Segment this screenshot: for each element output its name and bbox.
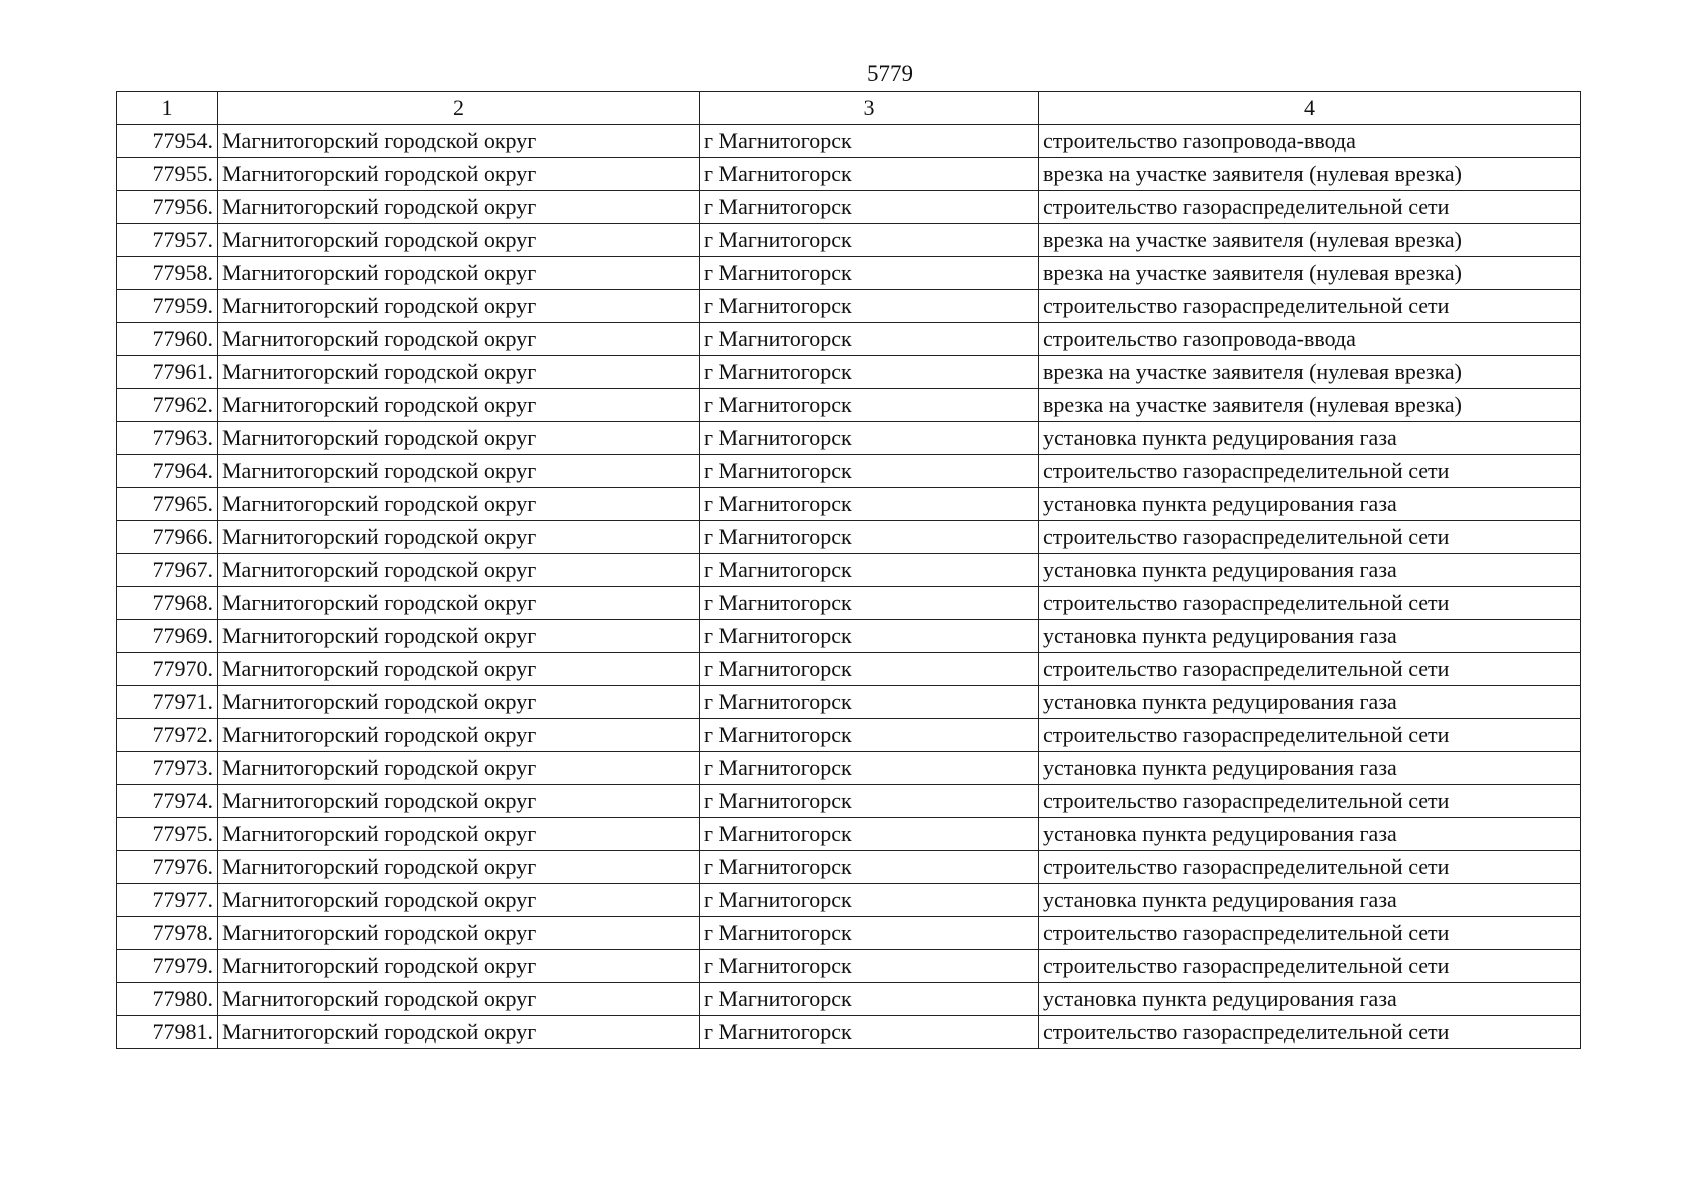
- table-row: [117, 356, 1581, 389]
- locality-cell: г Магнитогорск: [700, 323, 1039, 356]
- table-row: [117, 851, 1581, 884]
- table-row: [117, 884, 1581, 917]
- locality-cell: г Магнитогорск: [700, 521, 1039, 554]
- locality-cell: г Магнитогорск: [700, 455, 1039, 488]
- district-cell: Магнитогорский городской округ: [218, 521, 700, 554]
- row-number-cell: 77979.: [117, 950, 218, 983]
- row-number-cell: 77974.: [117, 785, 218, 818]
- table-row: [117, 455, 1581, 488]
- locality-cell: г Магнитогорск: [700, 356, 1039, 389]
- district-cell: Магнитогорский городской округ: [218, 356, 700, 389]
- work-type-cell: врезка на участке заявителя (нулевая врезка): [1039, 257, 1581, 290]
- district-cell: Магнитогорский городской округ: [218, 818, 700, 851]
- locality-cell: г Магнитогорск: [700, 983, 1039, 1016]
- table-row: [117, 554, 1581, 587]
- work-type-cell: строительство газораспределительной сети: [1039, 917, 1581, 950]
- row-number-cell: 77977.: [117, 884, 218, 917]
- row-number-cell: 77971.: [117, 686, 218, 719]
- row-number-cell: 77962.: [117, 389, 218, 422]
- locality-cell: г Магнитогорск: [700, 125, 1039, 158]
- row-number-cell: 77980.: [117, 983, 218, 1016]
- table-row: [117, 191, 1581, 224]
- work-type-cell: строительство газораспределительной сети: [1039, 719, 1581, 752]
- district-cell: Магнитогорский городской округ: [218, 653, 700, 686]
- table-row: [117, 818, 1581, 851]
- locality-cell: г Магнитогорск: [700, 719, 1039, 752]
- row-number-cell: 77978.: [117, 917, 218, 950]
- column-header-3: 3: [700, 92, 1039, 125]
- work-type-cell: строительство газораспределительной сети: [1039, 455, 1581, 488]
- row-number-cell: 77975.: [117, 818, 218, 851]
- work-type-cell: установка пункта редуцирования газа: [1039, 752, 1581, 785]
- work-type-cell: строительство газораспределительной сети: [1039, 653, 1581, 686]
- work-type-cell: установка пункта редуцирования газа: [1039, 488, 1581, 521]
- row-number-cell: 77973.: [117, 752, 218, 785]
- district-cell: Магнитогорский городской округ: [218, 620, 700, 653]
- table-row: [117, 917, 1581, 950]
- column-header-2: 2: [218, 92, 700, 125]
- row-number-cell: 77968.: [117, 587, 218, 620]
- district-cell: Магнитогорский городской округ: [218, 752, 700, 785]
- locality-cell: г Магнитогорск: [700, 884, 1039, 917]
- table-row: [117, 521, 1581, 554]
- row-number-cell: 77956.: [117, 191, 218, 224]
- table-row: [117, 224, 1581, 257]
- locality-cell: г Магнитогорск: [700, 1016, 1039, 1049]
- row-number-cell: 77954.: [117, 125, 218, 158]
- locality-cell: г Магнитогорск: [700, 554, 1039, 587]
- table-row: [117, 488, 1581, 521]
- table-row: [117, 719, 1581, 752]
- locality-cell: г Магнитогорск: [700, 191, 1039, 224]
- table-row: [117, 653, 1581, 686]
- locality-cell: г Магнитогорск: [700, 224, 1039, 257]
- locality-cell: г Магнитогорск: [700, 686, 1039, 719]
- row-number-cell: 77959.: [117, 290, 218, 323]
- district-cell: Магнитогорский городской округ: [218, 422, 700, 455]
- work-type-cell: строительство газораспределительной сети: [1039, 290, 1581, 323]
- locality-cell: г Магнитогорск: [700, 158, 1039, 191]
- work-type-cell: установка пункта редуцирования газа: [1039, 620, 1581, 653]
- row-number-cell: 77966.: [117, 521, 218, 554]
- row-number-cell: 77967.: [117, 554, 218, 587]
- row-number-cell: 77969.: [117, 620, 218, 653]
- district-cell: Магнитогорский городской округ: [218, 158, 700, 191]
- locality-cell: г Магнитогорск: [700, 488, 1039, 521]
- column-header-1: 1: [117, 92, 218, 125]
- district-cell: Магнитогорский городской округ: [218, 224, 700, 257]
- table-body: [117, 125, 1581, 1049]
- row-number-cell: 77955.: [117, 158, 218, 191]
- locality-cell: г Магнитогорск: [700, 752, 1039, 785]
- district-cell: Магнитогорский городской округ: [218, 686, 700, 719]
- locality-cell: г Магнитогорск: [700, 422, 1039, 455]
- district-cell: Магнитогорский городской округ: [218, 851, 700, 884]
- work-type-cell: строительство газораспределительной сети: [1039, 950, 1581, 983]
- header-row: [117, 92, 1581, 125]
- registry-table: [116, 91, 1581, 1049]
- work-type-cell: установка пункта редуцирования газа: [1039, 686, 1581, 719]
- locality-cell: г Магнитогорск: [700, 257, 1039, 290]
- row-number-cell: 77957.: [117, 224, 218, 257]
- table-row: [117, 1016, 1581, 1049]
- work-type-cell: строительство газораспределительной сети: [1039, 521, 1581, 554]
- work-type-cell: строительство газораспределительной сети: [1039, 587, 1581, 620]
- district-cell: Магнитогорский городской округ: [218, 884, 700, 917]
- district-cell: Магнитогорский городской округ: [218, 983, 700, 1016]
- locality-cell: г Магнитогорск: [700, 851, 1039, 884]
- district-cell: Магнитогорский городской округ: [218, 785, 700, 818]
- work-type-cell: установка пункта редуцирования газа: [1039, 983, 1581, 1016]
- row-number-cell: 77976.: [117, 851, 218, 884]
- district-cell: Магнитогорский городской округ: [218, 323, 700, 356]
- work-type-cell: врезка на участке заявителя (нулевая врезка): [1039, 224, 1581, 257]
- table-row: [117, 158, 1581, 191]
- table-row: [117, 950, 1581, 983]
- district-cell: Магнитогорский городской округ: [218, 1016, 700, 1049]
- district-cell: Магнитогорский городской округ: [218, 719, 700, 752]
- district-cell: Магнитогорский городской округ: [218, 257, 700, 290]
- table-row: [117, 785, 1581, 818]
- locality-cell: г Магнитогорск: [700, 620, 1039, 653]
- table-row: [117, 587, 1581, 620]
- district-cell: Магнитогорский городской округ: [218, 950, 700, 983]
- locality-cell: г Магнитогорск: [700, 587, 1039, 620]
- work-type-cell: строительство газораспределительной сети: [1039, 191, 1581, 224]
- table-row: [117, 290, 1581, 323]
- table-row: [117, 686, 1581, 719]
- work-type-cell: строительство газораспределительной сети: [1039, 851, 1581, 884]
- work-type-cell: установка пункта редуцирования газа: [1039, 818, 1581, 851]
- locality-cell: г Магнитогорск: [700, 785, 1039, 818]
- table-row: [117, 257, 1581, 290]
- work-type-cell: строительство газораспределительной сети: [1039, 1016, 1581, 1049]
- district-cell: Магнитогорский городской округ: [218, 125, 700, 158]
- table-header: [117, 92, 1581, 125]
- work-type-cell: строительство газопровода-ввода: [1039, 323, 1581, 356]
- district-cell: Магнитогорский городской округ: [218, 488, 700, 521]
- district-cell: Магнитогорский городской округ: [218, 554, 700, 587]
- work-type-cell: врезка на участке заявителя (нулевая врезка): [1039, 356, 1581, 389]
- row-number-cell: 77970.: [117, 653, 218, 686]
- work-type-cell: строительство газопровода-ввода: [1039, 125, 1581, 158]
- page-number: 5779: [867, 61, 913, 86]
- row-number-cell: 77981.: [117, 1016, 218, 1049]
- work-type-cell: врезка на участке заявителя (нулевая врезка): [1039, 389, 1581, 422]
- row-number-cell: 77972.: [117, 719, 218, 752]
- locality-cell: г Магнитогорск: [700, 818, 1039, 851]
- work-type-cell: врезка на участке заявителя (нулевая врезка): [1039, 158, 1581, 191]
- district-cell: Магнитогорский городской округ: [218, 290, 700, 323]
- locality-cell: г Магнитогорск: [700, 917, 1039, 950]
- work-type-cell: строительство газораспределительной сети: [1039, 785, 1581, 818]
- district-cell: Магнитогорский городской округ: [218, 455, 700, 488]
- column-header-4: 4: [1039, 92, 1581, 125]
- row-number-cell: 77958.: [117, 257, 218, 290]
- locality-cell: г Магнитогорск: [700, 389, 1039, 422]
- table-row: [117, 422, 1581, 455]
- district-cell: Магнитогорский городской округ: [218, 389, 700, 422]
- district-cell: Магнитогорский городской округ: [218, 917, 700, 950]
- row-number-cell: 77964.: [117, 455, 218, 488]
- table-row: [117, 389, 1581, 422]
- row-number-cell: 77965.: [117, 488, 218, 521]
- row-number-cell: 77961.: [117, 356, 218, 389]
- table-row: [117, 620, 1581, 653]
- locality-cell: г Магнитогорск: [700, 653, 1039, 686]
- table-row: [117, 125, 1581, 158]
- district-cell: Магнитогорский городской округ: [218, 587, 700, 620]
- work-type-cell: установка пункта редуцирования газа: [1039, 884, 1581, 917]
- district-cell: Магнитогорский городской округ: [218, 191, 700, 224]
- row-number-cell: 77963.: [117, 422, 218, 455]
- table-row: [117, 752, 1581, 785]
- work-type-cell: установка пункта редуцирования газа: [1039, 554, 1581, 587]
- table-row: [117, 323, 1581, 356]
- locality-cell: г Магнитогорск: [700, 290, 1039, 323]
- table-row: [117, 983, 1581, 1016]
- row-number-cell: 77960.: [117, 323, 218, 356]
- work-type-cell: установка пункта редуцирования газа: [1039, 422, 1581, 455]
- locality-cell: г Магнитогорск: [700, 950, 1039, 983]
